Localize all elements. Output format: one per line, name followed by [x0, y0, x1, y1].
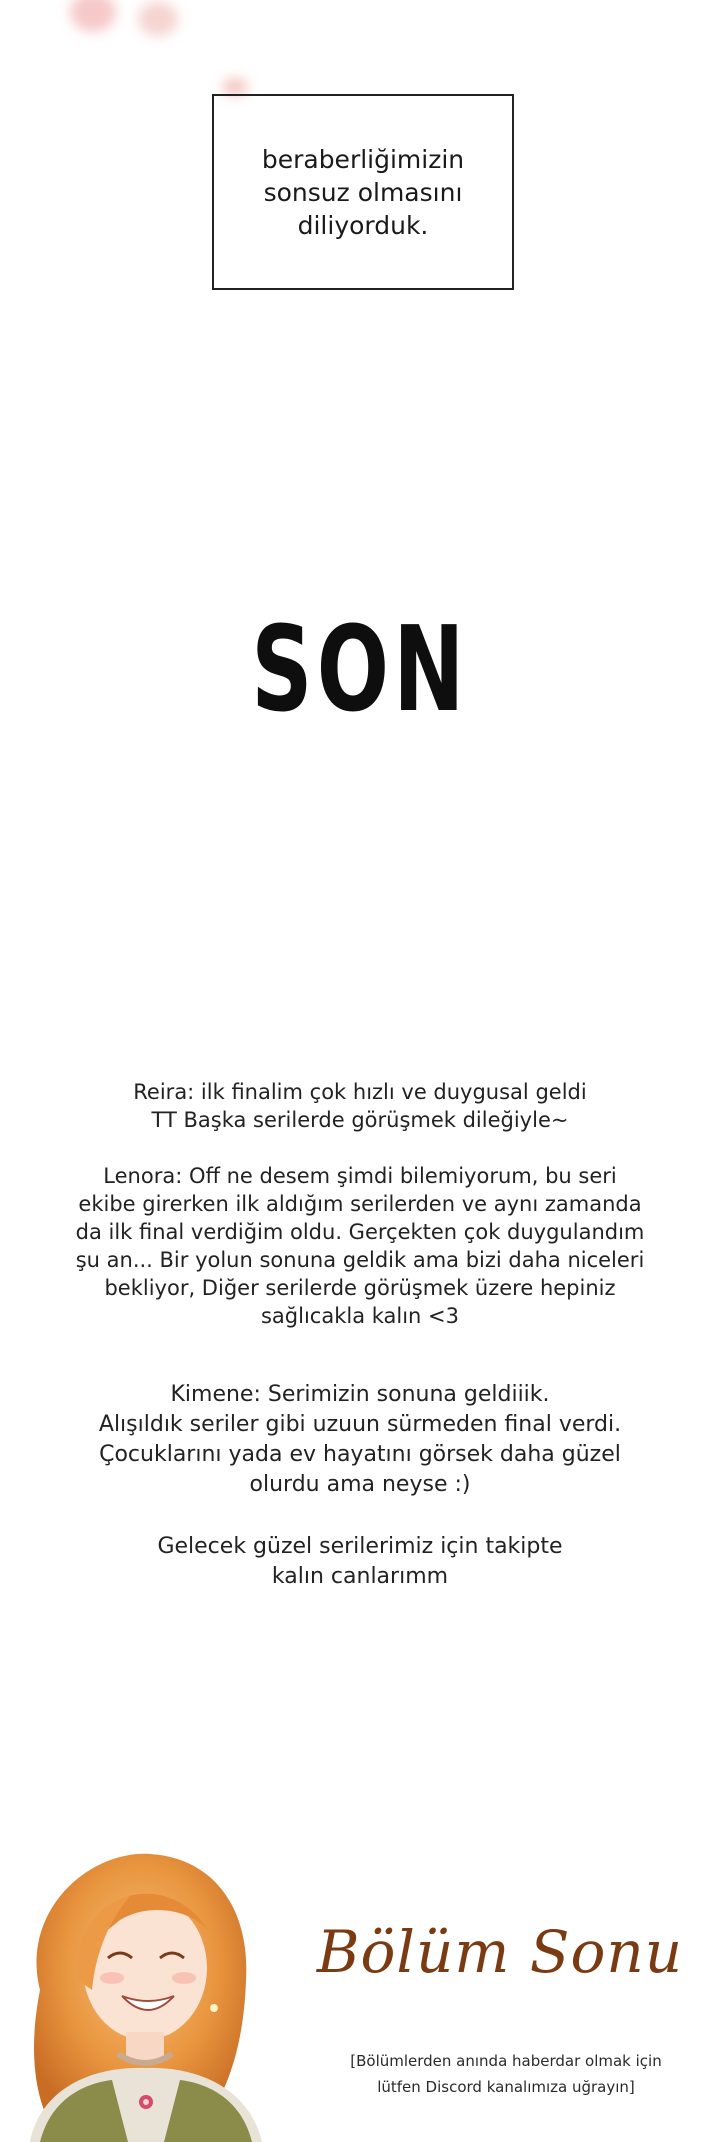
note-line: ekibe girerken ilk aldığım serilerden ve aynı zamanda	[78, 1192, 642, 1216]
end-title: SON	[251, 600, 469, 738]
translator-notes	[0, 1078, 720, 1330]
note-line: Kimene: Serimizin sonuna geldiiik.	[170, 1382, 550, 1407]
narration-line: beraberliğimizin	[261, 144, 465, 174]
note-line: Gelecek güzel serilerimiz için takipte	[157, 1534, 563, 1559]
top-glow-left	[70, 0, 116, 32]
narration-box	[212, 94, 514, 290]
note-line: Alışıldık seriler gibi uzuun sürmeden final verdi.	[98, 1412, 622, 1437]
note-line: sağlıcakla kalın <3	[260, 1304, 460, 1328]
note-line: kalın canlarımm	[271, 1564, 449, 1589]
note-line: Çocuklarını yada ev hayatını görsek daha güzel	[99, 1442, 621, 1467]
chapter-end-title: Bölüm Sonu	[316, 1918, 684, 1986]
note-line: Reira: ilk finalim çok hızlı ve duygusal geldi	[133, 1080, 587, 1104]
note-line: olurdu ama neyse :)	[249, 1472, 471, 1497]
translator-notes-2	[0, 1380, 720, 1592]
top-glow-right	[138, 2, 178, 36]
note-line: TT Başka serilerde görüşmek dileğiyle~	[151, 1108, 569, 1132]
note-line: Lenora: Off ne desem şimdi bilemiyorum, bu seri	[103, 1164, 617, 1188]
discord-note-line-2: lütfen Discord kanalımıza uğrayın]	[377, 2078, 635, 2096]
note-line: da ilk final verdiğim oldu. Gerçekten çok duygulandım	[75, 1220, 645, 1244]
note-line: bekliyor, Diğer serilerde görüşmek üzere hepiniz	[104, 1276, 616, 1300]
character-illustration	[0, 1840, 320, 2142]
narration-line: sonsuz olmasını	[263, 177, 463, 207]
narration-line: diliyorduk.	[297, 210, 429, 240]
note-line: şu an... Bir yolun sonuna geldik ama bizi daha niceleri	[75, 1248, 645, 1272]
discord-note-line-1: [Bölümlerden anında haberdar olmak için	[350, 2052, 662, 2070]
narration-text	[214, 143, 512, 242]
